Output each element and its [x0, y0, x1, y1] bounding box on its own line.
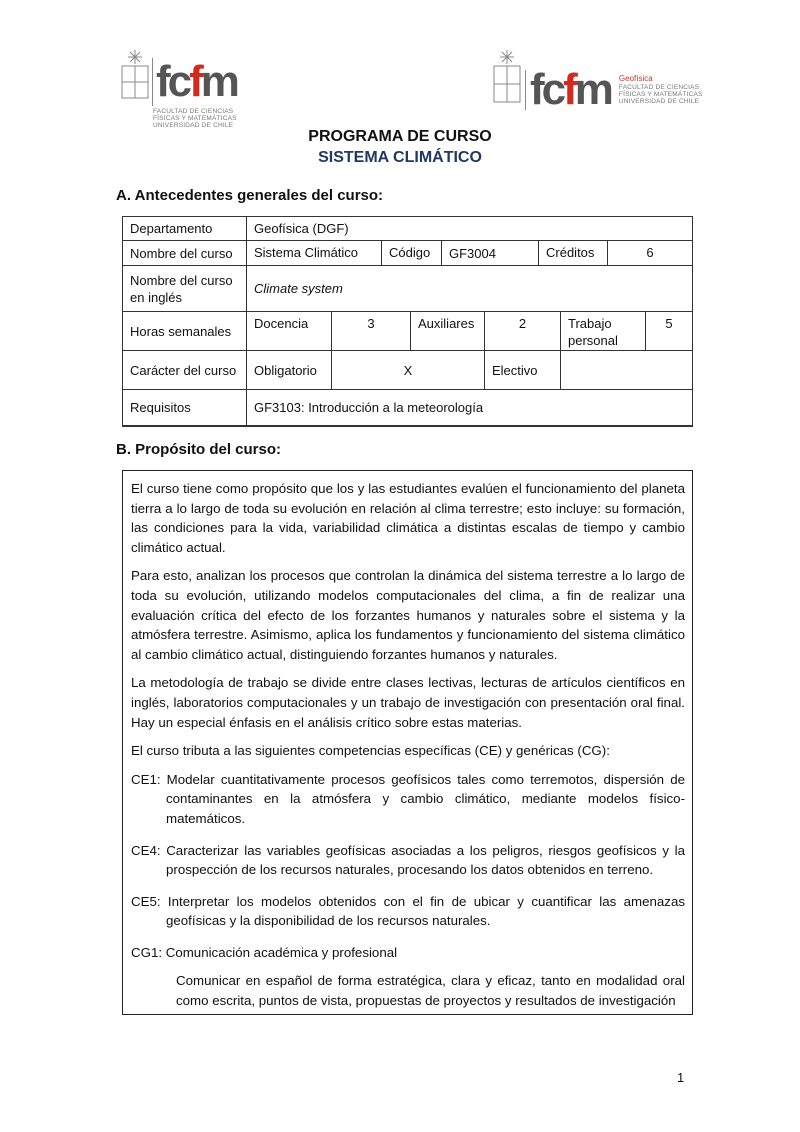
fcfm-geofisica-logo	[492, 48, 703, 112]
competency-ce4: CE4: Caracterizar las variables geofísicas asociadas a los peligros, riesgos geofísicos y la prospección de los recursos naturales, procesando los datos obtenidos en terreno.	[131, 842, 685, 878]
purpose-paragraph: El curso tributa a las siguientes competencias específicas (CE) y genéricas (CG):	[131, 743, 610, 759]
label-creditos: Créditos	[538, 240, 608, 266]
page-number: 1	[677, 1070, 685, 1085]
value-trabajo: 5	[645, 311, 693, 351]
value-requisitos: GF3103: Introducción a la meteorología	[246, 389, 693, 427]
value-departamento: Geofísica (DGF)	[246, 216, 693, 241]
label-trabajo: Trabajo personal	[560, 311, 646, 351]
value-ingles: Climate system	[246, 265, 693, 312]
section-b-heading: B. Propósito del curso:	[116, 441, 282, 458]
competency-cg1-detail: Comunicar en español de forma estratégica, clara y eficaz, tanto en modalidad oral como escrita, puntos de vista, propuestas de proyectos y resultados de investigación	[176, 973, 685, 1009]
university-seal-icon	[492, 48, 522, 108]
logo-line: FACULTAD DE CIENCIAS	[618, 84, 700, 91]
section-a-heading: A. Antecedentes generales del curso:	[116, 187, 384, 204]
label-auxiliares: Auxiliares	[410, 311, 485, 351]
competency-ce1: CE1: Modelar cuantitativamente procesos geofísicos tales como terremotos, dispersión de contaminantes en la atmósfera y cambio climático, mediante modelos físico-matemáticos.	[131, 771, 685, 826]
logo-line: UNIVERSIDAD DE CHILE	[153, 122, 234, 129]
value-nombre: Sistema Climático	[246, 240, 382, 266]
page-title: PROGRAMA DE CURSO	[308, 128, 492, 145]
value-creditos: 6	[607, 240, 693, 266]
competency-cg1: CG1: Comunicación académica y profesional	[131, 944, 398, 960]
purpose-box	[122, 470, 693, 1015]
label-horas: Horas semanales	[122, 311, 247, 351]
label-nombre: Nombre del curso	[122, 240, 247, 266]
logo-dept: Geofísica	[618, 74, 653, 83]
purpose-paragraph: La metodología de trabajo se divide entre clases lectivas, lecturas de artículos científicos en inglés, laboratorios computacionales y un trabajo de investigación con presentación oral final. Hay un especial énfasis en el análisis crítico sobre estas materias.	[131, 675, 685, 730]
page-subtitle: SISTEMA CLIMÁTICO	[318, 149, 482, 166]
logo-line: FÍSICAS Y MATEMÁTICAS	[618, 91, 703, 98]
fcfm-wordmark: fcfm	[156, 57, 237, 106]
label-electivo: Electivo	[484, 350, 561, 390]
university-seal-icon	[120, 48, 150, 108]
logo-line: FÍSICAS Y MATEMÁTICAS	[153, 115, 237, 122]
label-codigo: Código	[381, 240, 442, 266]
label-caracter: Carácter del curso	[122, 350, 247, 390]
value-obligatorio: X	[331, 350, 485, 390]
value-codigo: GF3004	[441, 240, 539, 266]
purpose-paragraph: El curso tiene como propósito que los y las estudiantes evalúen el funcionamiento del planeta tierra a lo largo de toda su evolución en relación al clima terrestre; esto incluye: su formación, las condiciones para la vida, variabilidad climática a distintas escalas de tiempo y cambio climático actual.	[131, 481, 685, 555]
purpose-paragraph: Para esto, analizan los procesos que controlan la dinámica del sistema terrestre a lo largo de toda su evolución, utilizando modelos computacionales del clima, a fin de realizar una evaluación crítica del efecto de los forzantes humanos y naturales sobre el sistema y la atmósfera terrestre. Asimismo, aplica los fundamentos y funcionamiento del sistema climático al cambio climático actual, distinguiendo forzantes humanos y naturales.	[131, 568, 685, 662]
label-docencia: Docencia	[246, 311, 332, 351]
competency-ce5: CE5: Interpretar los modelos obtenidos con el fin de ubicar y cuantificar las amenazas geofísicas y la disponibilidad de los recursos naturales.	[131, 893, 685, 929]
logo-line: FACULTAD DE CIENCIAS	[153, 108, 234, 115]
label-obligatorio: Obligatorio	[246, 350, 332, 390]
value-docencia: 3	[331, 311, 411, 351]
label-ingles: Nombre del curso en inglés	[122, 265, 247, 312]
fcfm-wordmark: fcfm	[530, 65, 611, 114]
label-requisitos: Requisitos	[122, 389, 247, 427]
value-auxiliares: 2	[484, 311, 561, 351]
logo-line: UNIVERSIDAD DE CHILE	[618, 98, 700, 105]
value-electivo	[560, 350, 693, 390]
label-departamento: Departamento	[122, 216, 247, 241]
